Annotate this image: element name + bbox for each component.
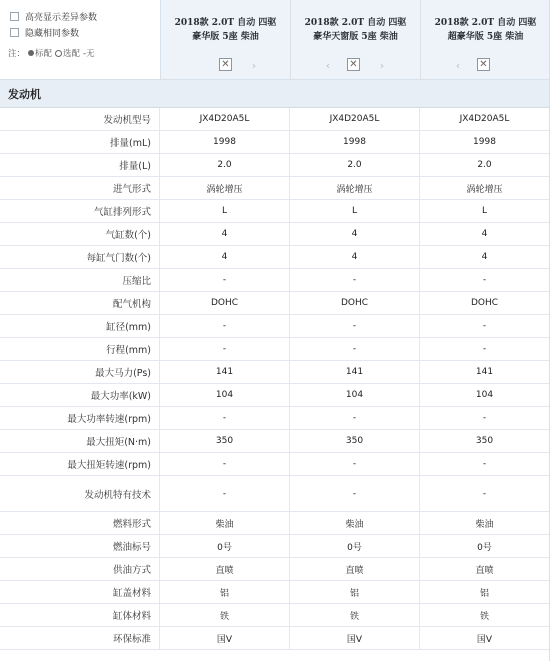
table-row (0, 177, 550, 200)
row-value-car-3: 104 (420, 384, 550, 406)
row-label: 发动机型号 (0, 108, 160, 130)
row-value-car-2: - (290, 338, 420, 360)
spec-table (0, 108, 550, 650)
table-row (0, 453, 550, 476)
row-value-car-3: 直喷 (420, 558, 550, 580)
note-standard: 标配 (35, 49, 53, 59)
row-value-car-3: 铝 (420, 581, 550, 603)
car-column-3 (420, 0, 550, 79)
optional-ring-icon (55, 50, 62, 57)
car-title-1[interactable] (161, 16, 290, 44)
row-value-car-2: 国V (290, 627, 420, 649)
row-label: 最大扭矩(N·m) (0, 430, 160, 452)
row-value-car-1: - (160, 476, 290, 511)
row-label: 最大功率(kW) (0, 384, 160, 406)
row-value-car-2: 涡轮增压 (290, 177, 420, 199)
row-value-car-1: 4 (160, 246, 290, 268)
row-value-car-1: DOHC (160, 292, 290, 314)
row-value-car-1: - (160, 453, 290, 475)
next-car-1-icon[interactable]: › (251, 59, 257, 72)
table-row (0, 558, 550, 581)
table-row (0, 361, 550, 384)
car-title-2-line1: 2018款 2.0T 自动 四驱 (304, 18, 407, 28)
row-label: 排量(mL) (0, 131, 160, 153)
row-value-car-1: 2.0 (160, 154, 290, 176)
car-title-1-line1: 2018款 2.0T 自动 四驱 (174, 18, 277, 28)
row-value-car-3: - (420, 315, 550, 337)
row-value-car-3: - (420, 269, 550, 291)
row-value-car-1: 涡轮增压 (160, 177, 290, 199)
car-title-3-line1: 2018款 2.0T 自动 四驱 (434, 18, 537, 28)
hide-same-checkbox[interactable] (10, 28, 19, 37)
row-label: 环保标准 (0, 627, 160, 649)
row-value-car-2: L (290, 200, 420, 222)
row-label: 行程(mm) (0, 338, 160, 360)
row-value-car-3: L (420, 200, 550, 222)
row-value-car-1: 0号 (160, 535, 290, 557)
prev-car-2-icon[interactable]: ‹ (325, 59, 331, 72)
row-value-car-2: 141 (290, 361, 420, 383)
legend-note (8, 47, 95, 59)
row-label: 最大扭矩转速(rpm) (0, 453, 160, 475)
hide-same-label: 隐藏相同参数 (25, 28, 80, 39)
row-label: 最大马力(Ps) (0, 361, 160, 383)
row-value-car-3: 涡轮增压 (420, 177, 550, 199)
hide-same-option[interactable] (10, 25, 79, 39)
prev-car-3-icon[interactable]: ‹ (455, 59, 461, 72)
row-value-car-1: 柴油 (160, 512, 290, 534)
row-value-car-1: 1998 (160, 131, 290, 153)
row-value-car-3: - (420, 338, 550, 360)
row-value-car-3: 350 (420, 430, 550, 452)
row-value-car-2: 铝 (290, 581, 420, 603)
row-label: 气缸数(个) (0, 223, 160, 245)
table-row (0, 246, 550, 269)
car-column-2 (290, 0, 420, 79)
car-title-2[interactable] (291, 16, 420, 44)
row-value-car-1: L (160, 200, 290, 222)
table-row (0, 581, 550, 604)
standard-dot-icon (28, 50, 34, 56)
row-value-car-1: 141 (160, 361, 290, 383)
row-label: 配气机构 (0, 292, 160, 314)
table-row (0, 131, 550, 154)
highlight-diff-checkbox[interactable] (10, 12, 19, 21)
row-value-car-2: 104 (290, 384, 420, 406)
row-value-car-2: 2.0 (290, 154, 420, 176)
table-row (0, 338, 550, 361)
next-car-2-icon[interactable]: › (379, 59, 385, 72)
note-prefix: 注： (8, 49, 26, 59)
row-value-car-1: 104 (160, 384, 290, 406)
row-value-car-3: 柴油 (420, 512, 550, 534)
row-label: 发动机特有技术 (0, 476, 160, 511)
row-value-car-3: - (420, 453, 550, 475)
row-value-car-3: JX4D20A5L (420, 108, 550, 130)
section-title: 发动机 (8, 88, 41, 101)
compare-header (0, 0, 550, 80)
row-label: 缸径(mm) (0, 315, 160, 337)
row-value-car-1: 铁 (160, 604, 290, 626)
row-value-car-2: - (290, 476, 420, 511)
highlight-diff-label: 高亮显示差异参数 (25, 12, 98, 23)
table-row (0, 430, 550, 453)
row-value-car-2: DOHC (290, 292, 420, 314)
table-row (0, 315, 550, 338)
car-title-1-line2: 豪华版 5座 柴油 (192, 32, 259, 42)
table-row (0, 108, 550, 131)
row-value-car-3: - (420, 407, 550, 429)
remove-car-1-icon[interactable]: ✕ (219, 58, 232, 71)
remove-car-3-icon[interactable]: ✕ (477, 58, 490, 71)
table-row (0, 154, 550, 177)
row-value-car-3: - (420, 476, 550, 511)
engine-section-header (0, 80, 550, 108)
row-value-car-3: 铁 (420, 604, 550, 626)
row-value-car-3: 2.0 (420, 154, 550, 176)
table-row (0, 476, 550, 512)
row-label: 排量(L) (0, 154, 160, 176)
row-label: 气缸排列形式 (0, 200, 160, 222)
row-value-car-3: 4 (420, 246, 550, 268)
row-value-car-1: 铝 (160, 581, 290, 603)
car-title-2-line2: 豪华天窗版 5座 柴油 (313, 32, 398, 42)
row-value-car-1: 国V (160, 627, 290, 649)
row-value-car-1: JX4D20A5L (160, 108, 290, 130)
row-value-car-2: - (290, 453, 420, 475)
note-none: -无 (83, 49, 95, 59)
table-row (0, 627, 550, 650)
row-value-car-2: 4 (290, 223, 420, 245)
row-value-car-2: - (290, 407, 420, 429)
car-title-3[interactable] (421, 16, 550, 44)
row-value-car-3: DOHC (420, 292, 550, 314)
table-row (0, 384, 550, 407)
table-row (0, 535, 550, 558)
row-label: 燃油标号 (0, 535, 160, 557)
row-value-car-1: - (160, 269, 290, 291)
row-value-car-3: 1998 (420, 131, 550, 153)
table-row (0, 223, 550, 246)
table-row (0, 200, 550, 223)
table-row (0, 604, 550, 627)
row-value-car-1: 4 (160, 223, 290, 245)
note-optional: 选配 (63, 49, 81, 59)
table-row (0, 512, 550, 535)
row-value-car-3: 141 (420, 361, 550, 383)
row-value-car-2: 0号 (290, 535, 420, 557)
row-label: 燃料形式 (0, 512, 160, 534)
row-value-car-2: 350 (290, 430, 420, 452)
row-label: 压缩比 (0, 269, 160, 291)
row-label: 缸体材料 (0, 604, 160, 626)
row-label: 进气形式 (0, 177, 160, 199)
remove-car-2-icon[interactable]: ✕ (347, 58, 360, 71)
row-value-car-3: 国V (420, 627, 550, 649)
table-row (0, 407, 550, 430)
row-label: 供油方式 (0, 558, 160, 580)
row-value-car-2: - (290, 315, 420, 337)
row-value-car-3: 0号 (420, 535, 550, 557)
car-column-1 (160, 0, 290, 79)
row-value-car-2: - (290, 269, 420, 291)
options-panel (0, 0, 160, 79)
table-row (0, 292, 550, 315)
row-value-car-3: 4 (420, 223, 550, 245)
row-value-car-1: 350 (160, 430, 290, 452)
row-value-car-1: 直喷 (160, 558, 290, 580)
row-value-car-2: 直喷 (290, 558, 420, 580)
car-title-3-line2: 超豪华版 5座 柴油 (447, 32, 524, 42)
row-label: 最大功率转速(rpm) (0, 407, 160, 429)
row-value-car-2: JX4D20A5L (290, 108, 420, 130)
row-value-car-1: - (160, 338, 290, 360)
row-value-car-2: 1998 (290, 131, 420, 153)
row-label: 缸盖材料 (0, 581, 160, 603)
row-value-car-2: 铁 (290, 604, 420, 626)
row-label: 每缸气门数(个) (0, 246, 160, 268)
row-value-car-1: - (160, 407, 290, 429)
highlight-diff-option[interactable] (10, 9, 97, 23)
row-value-car-2: 柴油 (290, 512, 420, 534)
row-value-car-1: - (160, 315, 290, 337)
row-value-car-2: 4 (290, 246, 420, 268)
table-row (0, 269, 550, 292)
